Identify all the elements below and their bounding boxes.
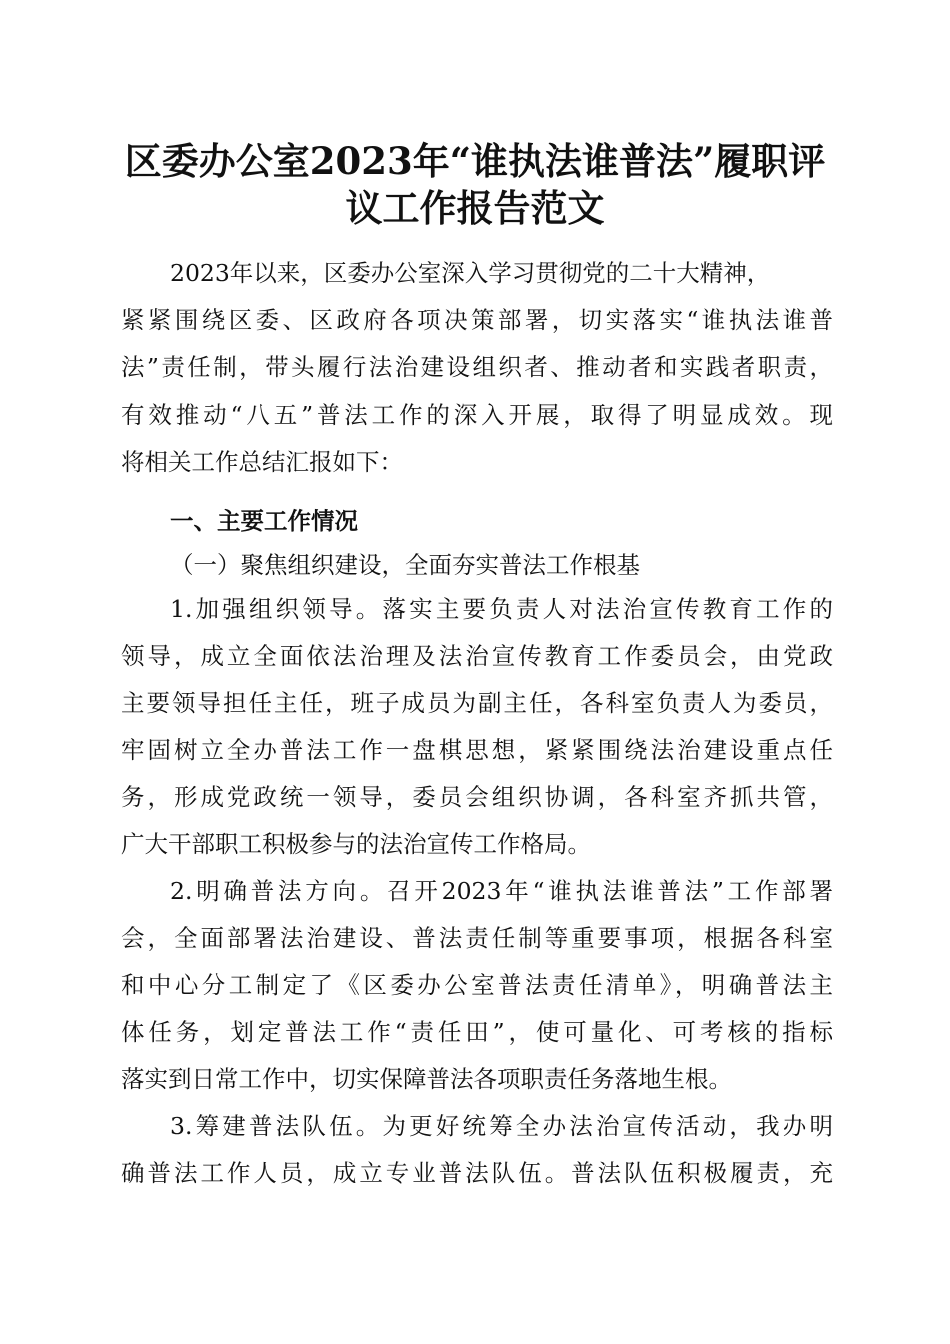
document-title-line-1: 区委办公室2023年“谁执法谁普法”履职评 — [124, 139, 826, 183]
item-line: 会，全面部署法治建设、普法责任制等重要事项，根据各科室 — [121, 924, 833, 952]
document-title-line-2: 议工作报告范文 — [345, 186, 605, 230]
item-line: 确普法工作人员，成立专业普法队伍。普法队伍积极履责，充 — [121, 1159, 833, 1187]
paragraph-line: 2023年以来，区委办公室深入学习贯彻党的二十大精神， — [170, 259, 771, 287]
paragraph-line: 有效推动“八五”普法工作的深入开展，取得了明显成效。现 — [121, 401, 833, 429]
item-line: 领导，成立全面依法治理及法治宣传教育工作委员会，由党政 — [121, 642, 833, 670]
paragraph-line: 紧紧围绕区委、区政府各项决策部署，切实落实“谁执法谁普 — [121, 306, 833, 334]
section-heading: 一、主要工作情况 — [170, 507, 358, 535]
item-line: 3.筹建普法队伍。为更好统筹全办法治宣传活动，我办明 — [170, 1112, 833, 1140]
item-line: 和中心分工制定了《区委办公室普法责任清单》，明确普法主 — [121, 971, 833, 999]
paragraph-line: 将相关工作总结汇报如下： — [121, 448, 403, 476]
item-line: 牢固树立全办普法工作一盘棋思想，紧紧围绕法治建设重点任 — [121, 736, 833, 764]
paragraph-line: 法”责任制，带头履行法治建设组织者、推动者和实践者职责， — [121, 353, 833, 381]
item-line: 主要领导担任主任，班子成员为副主任，各科室负责人为委员， — [121, 689, 833, 717]
item-line: 务，形成党政统一领导，委员会组织协调，各科室齐抓共管， — [121, 783, 833, 811]
subsection-heading: （一）聚焦组织建设，全面夯实普法工作根基 — [170, 551, 640, 579]
item-line: 体任务，划定普法工作“责任田”，使可量化、可考核的指标 — [121, 1018, 833, 1046]
item-line: 1.加强组织领导。落实主要负责人对法治宣传教育工作的 — [170, 595, 833, 623]
item-line: 2.明确普法方向。召开2023年“谁执法谁普法”工作部署 — [170, 877, 833, 905]
item-line: 广大干部职工积极参与的法治宣传工作格局。 — [121, 830, 591, 858]
item-line: 落实到日常工作中，切实保障普法各项职责任务落地生根。 — [121, 1065, 732, 1093]
